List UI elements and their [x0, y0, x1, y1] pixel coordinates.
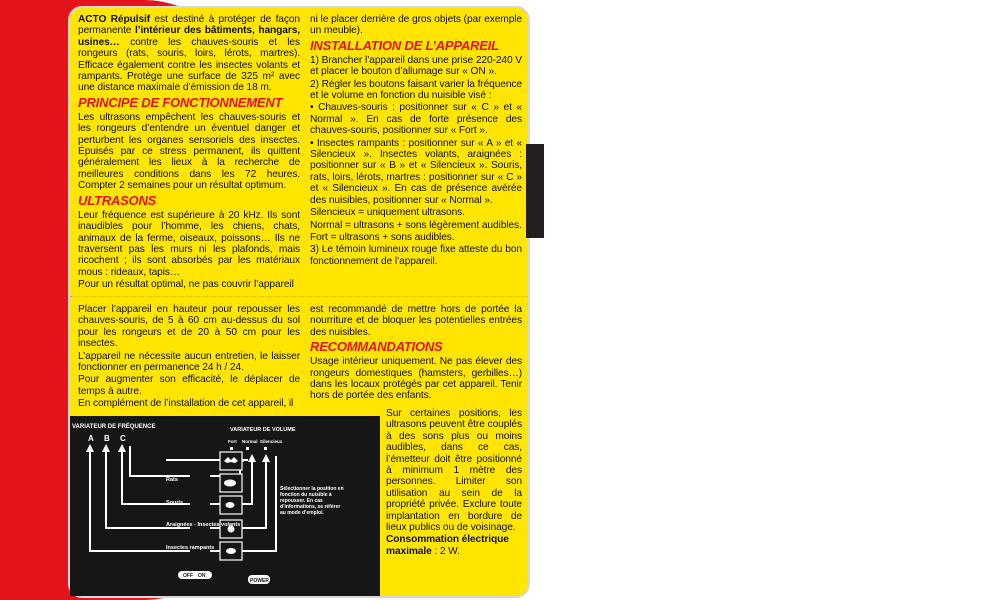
on-label: ON: [198, 573, 206, 579]
column-5: [386, 408, 522, 558]
control-diagram-svg: [70, 416, 380, 596]
consumption-label: Consommation électrique maximale: [386, 534, 509, 557]
col2-top-text: ni le placer derrière de gros objets (par exemple un meuble).: [310, 14, 522, 37]
off-label: OFF: [183, 573, 193, 579]
control-diagram: [70, 416, 380, 596]
install-step-1: 1) Brancher l’appareil dans une prise 220-240 V et placer le bouton d’allumage sur « ON ».: [310, 54, 522, 78]
legend-silent: Silencieux = uniquement ultrasons.: [310, 207, 465, 219]
ultrasons-text: Leur fréquence est supérieure à 20 kHz. Ils sont inaudibles pour l’homme, les chiens, chats, animaux de la ferme, oiseaux, poissons… Ils ne traversent pas les murs ni les plafonds, mais ricochent ; ils sont absorbés par les matériaux mous : rideaux, tapis…: [78, 209, 300, 278]
principe-text: Les ultrasons empêchent les chauves-souris et les rongeurs d’entendre un éventuel danger et perturbent les organes sensoriels des insectes. Épuisés par ce stress permanent, ils quittent généralement les lieux à la recherche de meilleures conditions dans les 72 heures. Compter 2 semaines pour un résultat optimum.: [78, 111, 300, 192]
diagram-note-box: [280, 486, 344, 546]
volume-ticks: [230, 447, 267, 450]
vol-silencieux: Silencieux: [260, 439, 283, 444]
intro-bold-text: l’intérieur des bâtiments, hangars, usines…: [78, 25, 300, 48]
row-label-insectes-rampants: Insectes rampants: [166, 545, 215, 551]
positions-text: Sur certaines positions, les ultrasons peuvent être couplés à des sons plus ou moins audibles, dans ce cas, l’émetteur doit être positionné à minimum 1 mètre des personnes. Limiter son utilisation au sein de la propriété privée. Exclure toute implantation en bordure de lieux publics ou de voisinage.: [386, 408, 522, 534]
usage-text: Usage intérieur uniquement. Ne pas élever des rongeurs domestiques (hamsters, gerbilles…) dans les locaux protégés par cet appareil. Tenir hors de portée des enfants.: [310, 356, 522, 402]
ultrasons-heading: ULTRASONS: [78, 192, 157, 208]
power-label: POWER: [250, 578, 269, 584]
principe-heading: PRINCIPE DE FONCTIONNEMENT: [78, 94, 283, 110]
vol-normal: Normal: [242, 439, 258, 444]
rat-icon: [224, 480, 236, 487]
intro-text-2: contre les chauves-souris et les rongeurs (rats, souris, loirs, lérots, martres). Efficace également contre les insectes volants et rampants. Protège une surface de 325 m² avec une distance maximale d’émission de 18 m.: [78, 36, 300, 94]
crawling-insect-icon: [226, 548, 236, 554]
mouse-icon: [226, 502, 235, 508]
label-panel: [68, 6, 997, 598]
brand-name: ACTO Répulsif: [78, 14, 151, 25]
freq-a: A: [88, 434, 94, 443]
section-divider: [70, 296, 528, 297]
consumption-value: : 2 W.: [431, 545, 460, 557]
maintenance-text: L’appareil ne nécessite aucun entretien, le laisser fonctionner en permanence 24 h / 24.: [78, 350, 300, 374]
recommandations-heading: RECOMMANDATIONS: [310, 339, 443, 355]
efficiency-text: Pour augmenter son efficacité, le déplacer de temps à autre.: [78, 374, 300, 397]
diagram-note: Sélectionner la position en fonction du nuisible à repousser. En cas d’informations, se référer au mode d’emploi.: [280, 486, 344, 516]
column-1: [78, 14, 300, 292]
vol-fort: Fort: [228, 439, 237, 444]
consumption-text: [386, 534, 522, 557]
intro-paragraph: [78, 14, 300, 94]
freq-label: VARIATEUR DE FRÉQUENCE: [72, 424, 156, 430]
arrow-lines: [90, 446, 276, 551]
side-tab: [526, 144, 997, 290]
install-bullet-bats: • Chauves-souris : positionner sur « C » et « Normal ». En cas de forte présence des chauves-souris, positionner sur « Fort ».: [310, 102, 522, 137]
installation-heading: INSTALLATION DE L’APPAREIL: [310, 37, 499, 53]
install-step-3: 3) Le témoin lumineux rouge fixe atteste du bon fonctionnement de l’appareil.: [310, 244, 522, 267]
legend-normal: Normal = ultrasons + sons légèrement audibles.: [310, 219, 522, 231]
legend-strong: Fort = ultrasons + sons audibles.: [310, 231, 455, 243]
row-label-araignees: Araignées - Insectes volants: [166, 522, 241, 528]
column-2: [310, 14, 522, 268]
freq-b: B: [104, 434, 110, 443]
column-4: [310, 304, 522, 403]
row-label-souris: Souris: [166, 500, 184, 506]
side-tab-label: ACTO: [983, 284, 997, 290]
column-3: [78, 304, 300, 411]
complement-text: En complément de l’installation de cet appareil, il: [78, 398, 294, 410]
install-step-2: 2) Régler les boutons faisant varier la fréquence et le volume en fonction du nuisible visé :: [310, 78, 522, 102]
install-bullet-insects: • Insectes rampants : positionner sur « A » et « Silencieux ». Insectes volants, araignées : positionner sur « B » et « Silencieux ». Souris, rats, loirs, lérots, martres : positionner sur « C » et « Silencieux ». En cas de présence avérée des nuisibles, positionner sur « Normal ».: [310, 137, 522, 206]
intro-text-1: est destiné à protéger de façon permanente: [78, 14, 300, 37]
ultrasons-tail: Pour un résultat optimal, ne pas couvrir l’appareil: [78, 279, 294, 291]
row-label-rats: Rats: [166, 477, 178, 483]
placement-text: Placer l’appareil en hauteur pour repousser les chauves-souris, de 5 à 60 cm au-dessus du sol pour les rongeurs et de 20 à 50 cm pour les insectes.: [78, 304, 300, 350]
vol-label: VARIATEUR DE VOLUME: [230, 427, 296, 433]
recommend-intro: est recommandé de mettre hors de portée la nourriture et de bloquer les potentielles entrées des nuisibles.: [310, 304, 522, 338]
freq-c: C: [120, 434, 126, 443]
